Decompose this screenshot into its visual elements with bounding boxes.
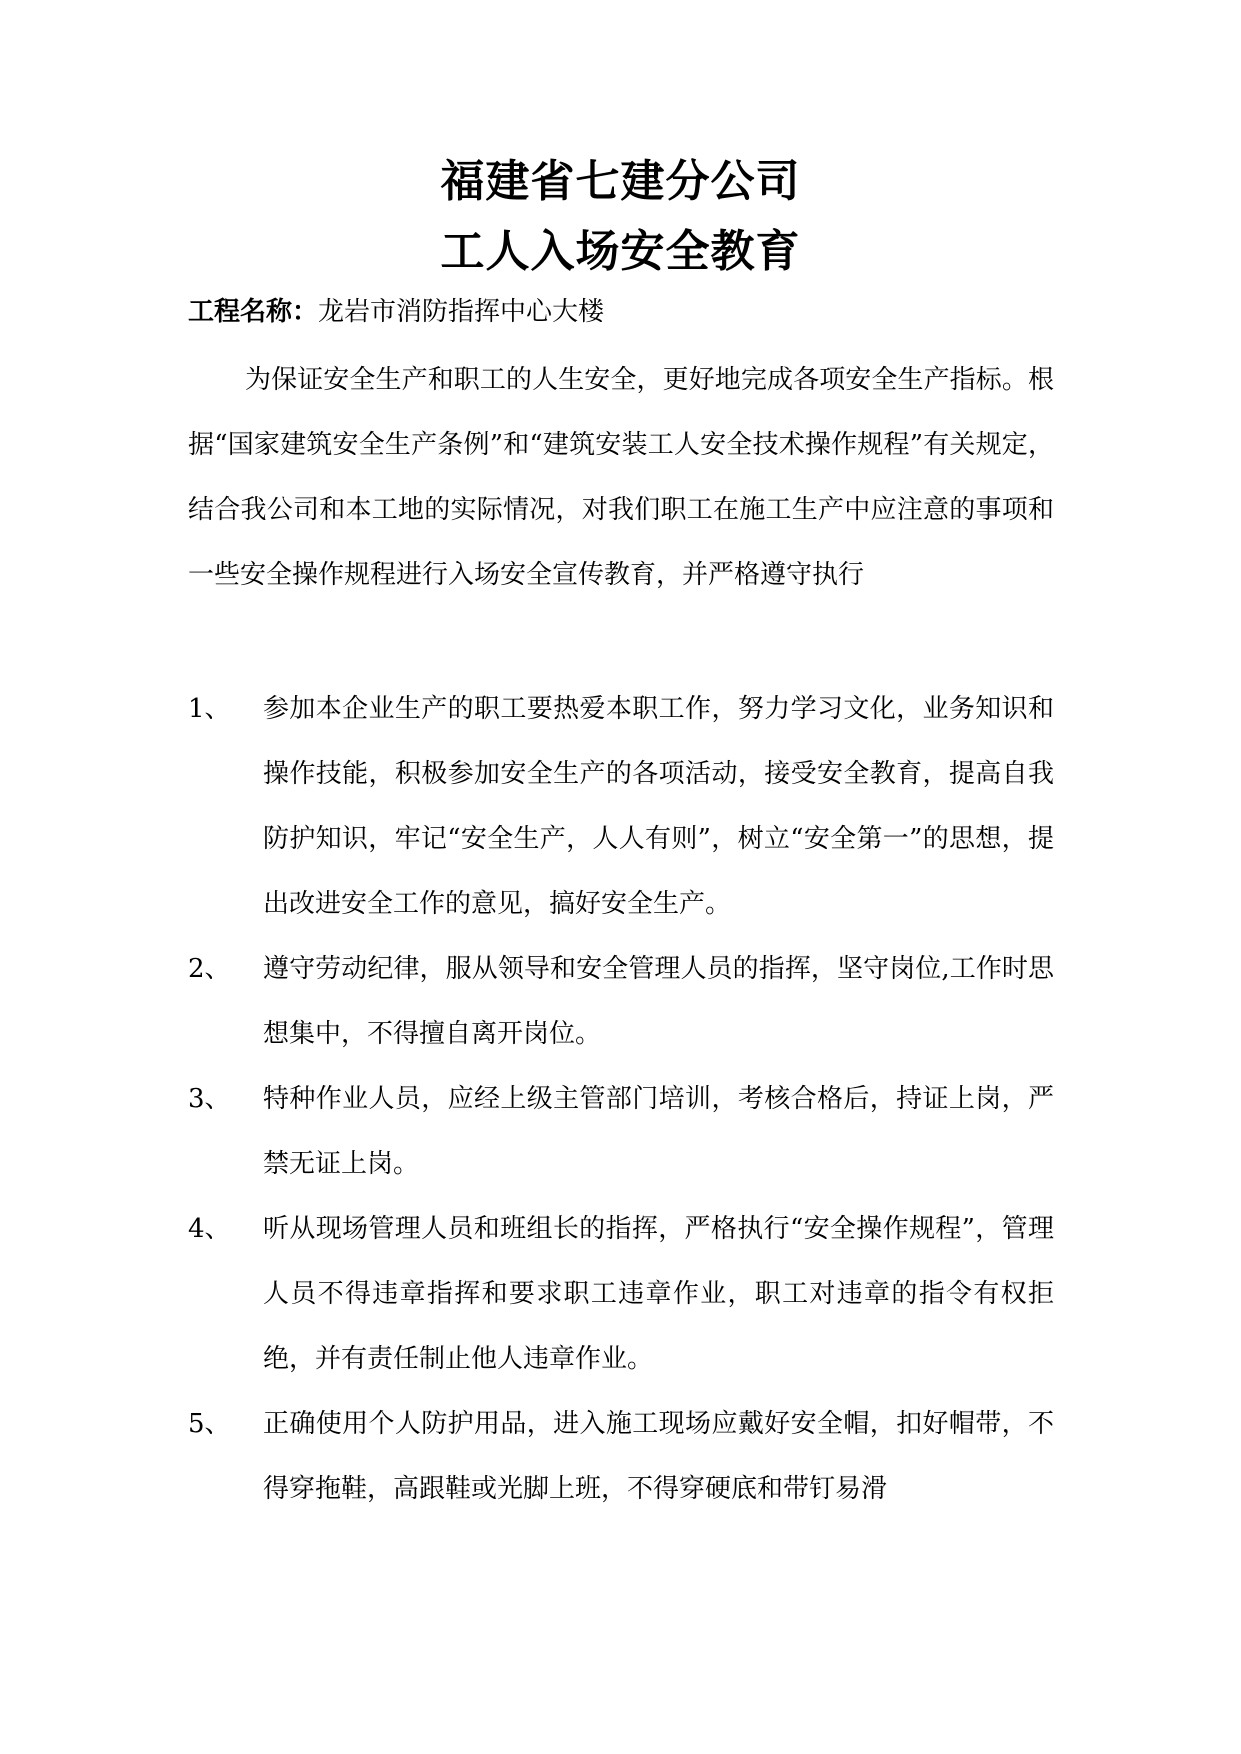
project-line bbox=[188, 292, 604, 332]
list-item-number: 4、 bbox=[188, 1214, 231, 1244]
project-label: 工程名称： bbox=[188, 297, 319, 327]
list-item bbox=[188, 677, 1054, 937]
list-item-text: 听从现场管理人员和班组长的指挥，严格执行“安全操作规程”，管理人员不得违章指挥和要求职工违章作业，职工对违章的指令有权拒绝，并有责任制止他人违章作业。 bbox=[263, 1214, 1054, 1374]
list-item-number: 2、 bbox=[188, 954, 231, 984]
list-item-text: 遵守劳动纪律，服从领导和安全管理人员的指挥，坚守岗位,工作时思想集中，不得擅自离开岗位。 bbox=[263, 954, 1054, 1049]
rules-list bbox=[188, 677, 1054, 1522]
list-item-text: 参加本企业生产的职工要热爱本职工作，努力学习文化，业务知识和操作技能，积极参加安全生产的各项活动，接受安全教育，提高自我防护知识，牢记“安全生产，人人有则”，树立“安全第一”的思想，提出改进安全工作的意见，搞好安全生产。 bbox=[263, 694, 1054, 919]
list-item bbox=[188, 1067, 1054, 1197]
list-item bbox=[188, 937, 1054, 1067]
list-item-text: 特种作业人员，应经上级主管部门培训，考核合格后，持证上岗，严禁无证上岗。 bbox=[263, 1084, 1054, 1179]
list-item-number: 1、 bbox=[188, 694, 231, 724]
intro-paragraph: 为保证安全生产和职工的人生安全，更好地完成各项安全生产指标。根据“国家建筑安全生产条例”和“建筑安装工人安全技术操作规程”有关规定，结合我公司和本工地的实际情况，对我们职工在施工生产中应注意的事项和一些安全操作规程进行入场安全宣传教育，并严格遵守执行 bbox=[188, 365, 1054, 590]
list-item-number: 5、 bbox=[188, 1409, 231, 1439]
document-title: 福建省七建分公司 bbox=[440, 156, 801, 207]
list-item-number: 3、 bbox=[188, 1084, 231, 1114]
document-subtitle: 工人入场安全教育 bbox=[440, 226, 801, 277]
project-name: 龙岩市消防指挥中心大楼 bbox=[318, 297, 605, 327]
list-item bbox=[188, 1392, 1054, 1522]
list-item-text: 正确使用个人防护用品，进入施工现场应戴好安全帽，扣好帽带，不得穿拖鞋，高跟鞋或光脚上班，不得穿硬底和带钉易滑 bbox=[263, 1409, 1054, 1504]
list-item bbox=[188, 1197, 1054, 1392]
